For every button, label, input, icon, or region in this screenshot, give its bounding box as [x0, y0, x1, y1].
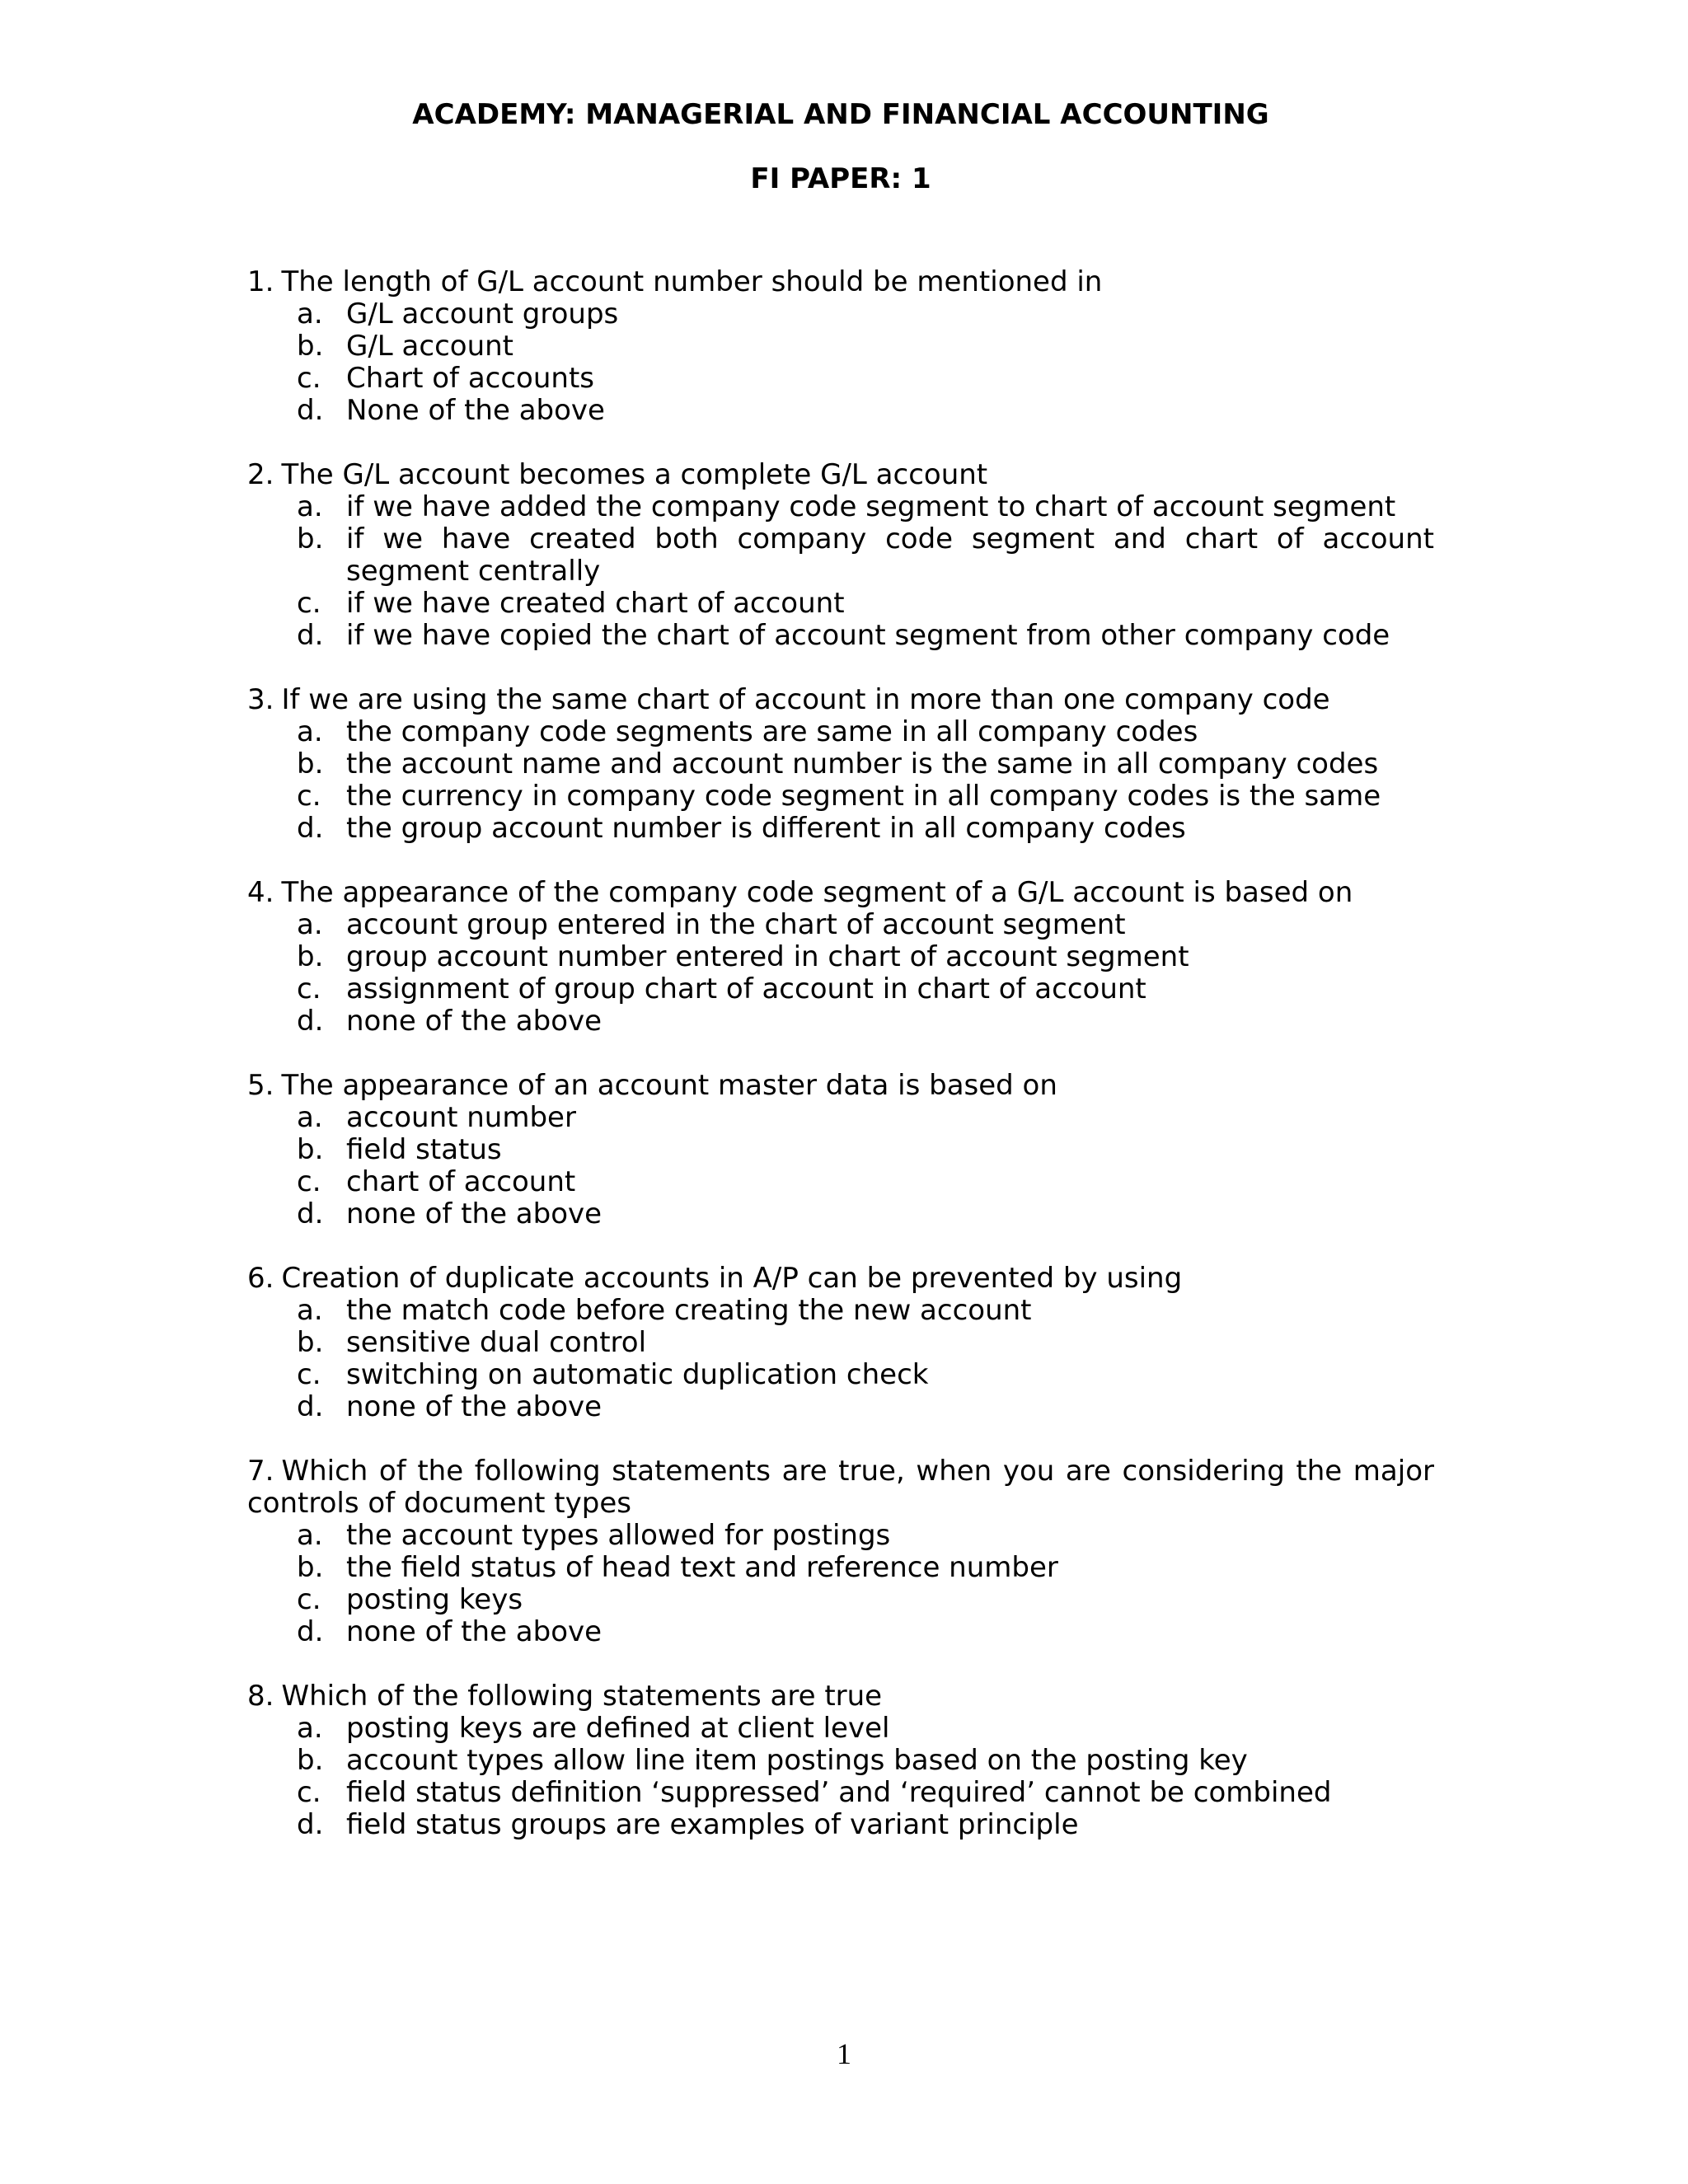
option-a [247, 1713, 1434, 1745]
option-d [247, 813, 1434, 845]
question-text [247, 459, 1434, 491]
question-number: 8. [247, 1680, 274, 1713]
option-text: none of the above [346, 1390, 603, 1423]
question-number: 5. [247, 1069, 274, 1102]
option-text: the account name and account number is the same in all company codes [346, 748, 1379, 780]
option-letter: a. [297, 1294, 323, 1327]
option-text: if we have created both company code segment and chart of account segment centrally [346, 523, 1434, 588]
option-b [247, 523, 1434, 588]
option-text: group account number entered in chart of account segment [346, 940, 1189, 973]
option-list [247, 909, 1434, 1038]
option-text: the match code before creating the new account [346, 1294, 1032, 1327]
option-letter: a. [297, 1712, 323, 1745]
option-a [247, 1520, 1434, 1552]
question-text [247, 266, 1434, 298]
question-3 [247, 684, 1434, 845]
option-list [247, 716, 1434, 845]
question-1 [247, 266, 1434, 427]
option-text: the currency in company code segment in all company codes is the same [346, 780, 1381, 813]
question-text [247, 684, 1434, 716]
question-stem: The appearance of the company code segment of a G/L account is based on [281, 876, 1353, 909]
option-letter: c. [297, 587, 321, 620]
option-b [247, 1134, 1434, 1166]
option-a [247, 491, 1434, 523]
option-b [247, 1327, 1434, 1359]
option-d [247, 1005, 1434, 1038]
option-d [247, 1198, 1434, 1230]
option-text: account types allow line item postings based on the posting key [346, 1744, 1248, 1777]
question-text [247, 1263, 1434, 1295]
option-letter: b. [297, 940, 324, 973]
document-page [247, 95, 1434, 1873]
question-stem: Which of the following statements are true [281, 1680, 883, 1713]
option-text: the account types allowed for postings [346, 1519, 891, 1552]
option-letter: b. [297, 1551, 324, 1584]
option-text: field status definition ‘suppressed’ and ‘required’ cannot be combined [346, 1776, 1332, 1809]
option-text: G/L account [346, 330, 514, 363]
option-letter: d. [297, 1390, 324, 1423]
option-a [247, 1295, 1434, 1327]
option-text: switching on automatic duplication check [346, 1358, 929, 1391]
option-letter: a. [297, 908, 323, 941]
question-stem: Creation of duplicate accounts in A/P can be prevented by using [281, 1262, 1183, 1295]
option-letter: c. [297, 1358, 321, 1391]
question-stem: Which of the following statements are true, when you are considering the major controls of document types [247, 1455, 1434, 1520]
question-text [247, 1680, 1434, 1713]
question-6 [247, 1263, 1434, 1423]
paper-subtitle: FI PAPER: 1 [750, 162, 931, 195]
option-letter: b. [297, 1133, 324, 1166]
option-text: the group account number is different in all company codes [346, 812, 1186, 845]
option-a [247, 716, 1434, 748]
question-stem: The length of G/L account number should be mentioned in [281, 265, 1103, 298]
option-text: G/L account groups [346, 298, 619, 330]
option-letter: c. [297, 972, 321, 1005]
option-text: assignment of group chart of account in chart of account [346, 972, 1146, 1005]
option-b [247, 1745, 1434, 1777]
option-text: account number [346, 1101, 576, 1134]
option-text: the company code segments are same in all company codes [346, 715, 1198, 748]
option-text: the field status of head text and reference number [346, 1551, 1058, 1584]
question-stem: The appearance of an account master data is based on [281, 1069, 1057, 1102]
question-stem: If we are using the same chart of account in more than one company code [281, 683, 1330, 716]
option-c [247, 973, 1434, 1005]
option-letter: b. [297, 1326, 324, 1359]
question-text [247, 877, 1434, 909]
option-text: if we have created chart of account [346, 587, 845, 620]
option-a [247, 909, 1434, 941]
option-letter: a. [297, 1101, 323, 1134]
option-text: field status [346, 1133, 502, 1166]
option-c [247, 363, 1434, 395]
option-letter: a. [297, 715, 323, 748]
option-letter: d. [297, 394, 324, 427]
option-letter: c. [297, 1583, 321, 1616]
option-a [247, 1102, 1434, 1134]
question-5 [247, 1070, 1434, 1230]
option-list [247, 1713, 1434, 1841]
option-letter: c. [297, 1776, 321, 1809]
page-number: 1 [837, 2037, 851, 2070]
option-a [247, 298, 1434, 330]
option-list [247, 1295, 1434, 1423]
option-letter: d. [297, 1615, 324, 1648]
question-2 [247, 459, 1434, 652]
question-number: 4. [247, 876, 274, 909]
option-c [247, 588, 1434, 620]
option-text: none of the above [346, 1197, 603, 1230]
question-number: 1. [247, 265, 274, 298]
option-b [247, 1552, 1434, 1584]
option-text: Chart of accounts [346, 362, 594, 395]
option-letter: b. [297, 1744, 324, 1777]
option-letter: b. [297, 748, 324, 780]
option-list [247, 491, 1434, 652]
option-text: None of the above [346, 394, 605, 427]
option-letter: c. [297, 1165, 321, 1198]
option-d [247, 1391, 1434, 1423]
option-letter: d. [297, 812, 324, 845]
document-title: ACADEMY: MANAGERIAL AND FINANCIAL ACCOUNTING [412, 98, 1269, 131]
option-list [247, 1102, 1434, 1230]
option-c [247, 1359, 1434, 1391]
option-b [247, 748, 1434, 780]
question-number: 7. [247, 1455, 274, 1488]
question-number: 3. [247, 683, 274, 716]
option-letter: a. [297, 298, 323, 330]
question-list [247, 266, 1434, 1841]
option-list [247, 298, 1434, 427]
option-c [247, 1584, 1434, 1616]
question-stem: The G/L account becomes a complete G/L account [281, 458, 988, 491]
option-c [247, 780, 1434, 813]
option-text: none of the above [346, 1615, 603, 1648]
option-b [247, 330, 1434, 363]
option-text: posting keys [346, 1583, 523, 1616]
option-letter: d. [297, 619, 324, 652]
option-letter: b. [297, 523, 324, 555]
option-text: chart of account [346, 1165, 576, 1198]
question-4 [247, 877, 1434, 1038]
question-number: 2. [247, 458, 274, 491]
option-letter: c. [297, 780, 321, 813]
option-text: field status groups are examples of variant principle [346, 1808, 1079, 1841]
option-d [247, 395, 1434, 427]
option-b [247, 941, 1434, 973]
question-text [247, 1455, 1434, 1520]
option-d [247, 1616, 1434, 1648]
option-c [247, 1166, 1434, 1198]
option-c [247, 1777, 1434, 1809]
option-letter: a. [297, 1519, 323, 1552]
option-text: if we have added the company code segment to chart of account segment [346, 490, 1396, 523]
option-d [247, 620, 1434, 652]
option-letter: d. [297, 1808, 324, 1841]
option-text: none of the above [346, 1005, 603, 1038]
option-text: posting keys are defined at client level [346, 1712, 890, 1745]
option-letter: c. [297, 362, 321, 395]
option-letter: d. [297, 1197, 324, 1230]
option-text: account group entered in the chart of account segment [346, 908, 1126, 941]
option-d [247, 1809, 1434, 1841]
option-text: if we have copied the chart of account segment from other company code [346, 619, 1390, 652]
option-list [247, 1520, 1434, 1648]
question-text [247, 1070, 1434, 1102]
option-letter: d. [297, 1005, 324, 1038]
question-number: 6. [247, 1262, 274, 1295]
option-text: sensitive dual control [346, 1326, 647, 1359]
option-letter: b. [297, 330, 324, 363]
option-letter: a. [297, 490, 323, 523]
question-7 [247, 1455, 1434, 1648]
question-8 [247, 1680, 1434, 1841]
